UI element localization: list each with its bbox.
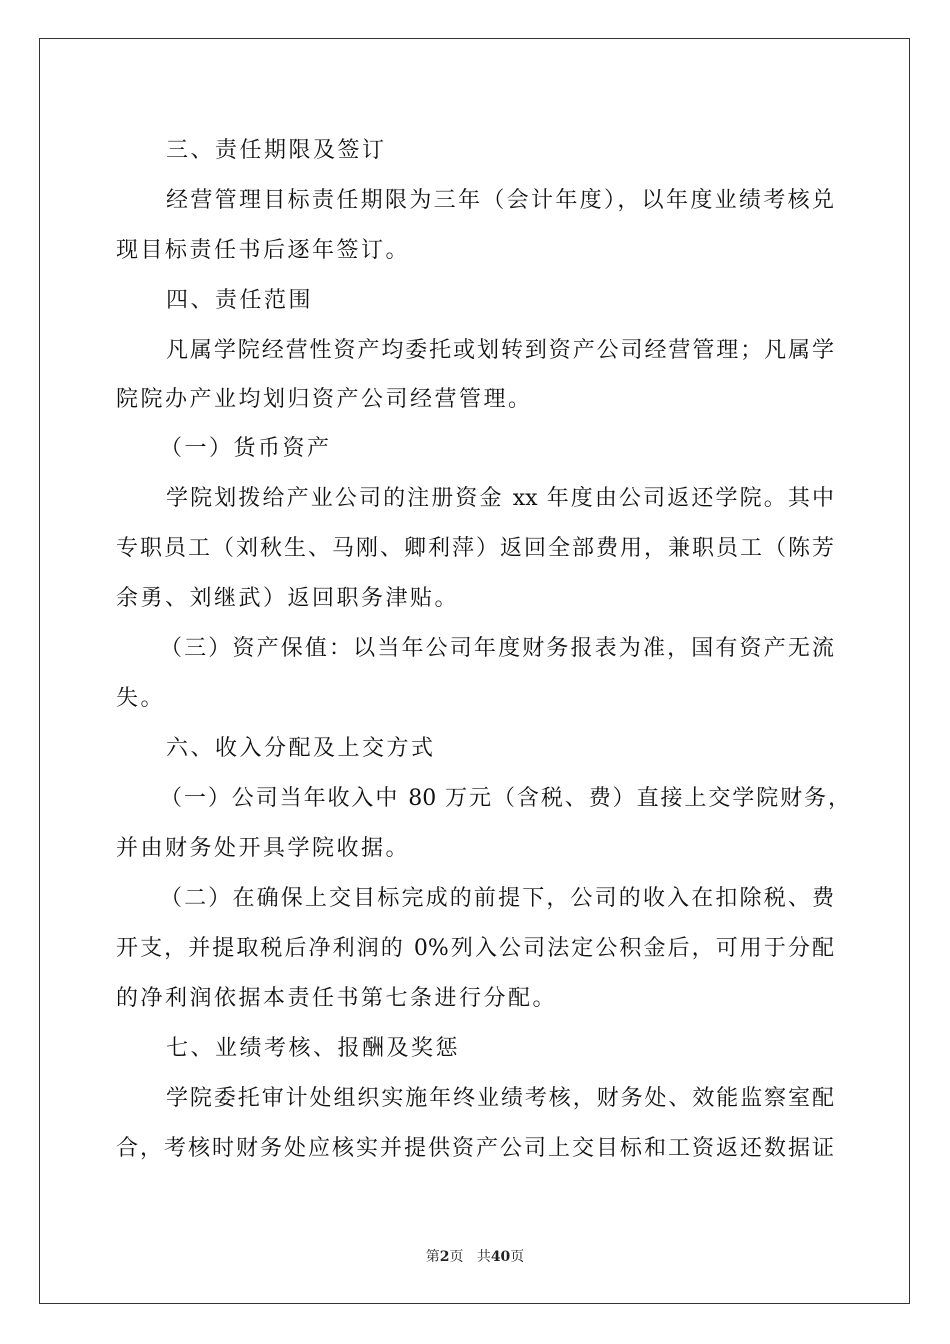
total-page-count: 40 [490,1249,511,1265]
footer-total-unit: 页 [510,1249,525,1265]
paragraph-line: 经营管理目标责任期限为三年（会计年度），以年度业绩考核兑 [166,188,834,213]
subheading-monetary-assets: （一）货币资产 [160,436,332,461]
footer-prefix: 第 [425,1249,440,1265]
paragraph-line: 失。 [116,686,166,711]
heading-scope: 四、责任范围 [166,288,314,313]
paragraph-line: （二）在确保上交目标完成的前提下，公司的收入在扣除税、费 [160,886,834,911]
page-footer [0,1247,950,1267]
paragraph-line: 并由财务处开具学院收据。 [116,836,411,861]
paragraph-line: 现目标责任书后逐年签订。 [116,238,411,263]
paragraph-line: 学院委托审计处组织实施年终业绩考核，财务处、效能监察室配 [166,1086,834,1111]
current-page-number: 2 [439,1249,450,1265]
heading-income-distribution: 六、收入分配及上交方式 [166,736,436,761]
paragraph-line: 合，考核时财务处应核实并提供资产公司上交目标和工资返还数据证 [116,1136,834,1161]
paragraph-line: （三）资产保值：以当年公司年度财务报表为准，国有资产无流 [160,636,834,661]
heading-term-and-signing: 三、责任期限及签订 [166,138,387,163]
paragraph-line: 学院划拨给产业公司的注册资金 xx 年度由公司返还学院。其中 [166,486,834,511]
paragraph-line: （一）公司当年收入中 80 万元（含税、费）直接上交学院财务， [160,786,850,811]
paragraph-line: 余勇、刘继武）返回职务津贴。 [116,586,460,611]
paragraph-line: 的净利润依据本责任书第七条进行分配。 [116,986,558,1011]
paragraph-line: 院院办产业均划归资产公司经营管理。 [116,387,533,412]
footer-total-prefix: 共 [476,1249,491,1265]
paragraph-line: 专职员工（刘秋生、马刚、卿利萍）返回全部费用，兼职员工（陈芳 [116,536,834,561]
paragraph-line: 凡属学院经营性资产均委托或划转到资产公司经营管理；凡属学 [166,338,834,363]
footer-page-unit: 页 [449,1249,464,1265]
heading-performance-assessment: 七、业绩考核、报酬及奖惩 [166,1036,461,1061]
paragraph-line: 开支，并提取税后净利润的 0%列入公司法定公积金后，可用于分配 [116,936,834,961]
page-border [39,38,910,1304]
